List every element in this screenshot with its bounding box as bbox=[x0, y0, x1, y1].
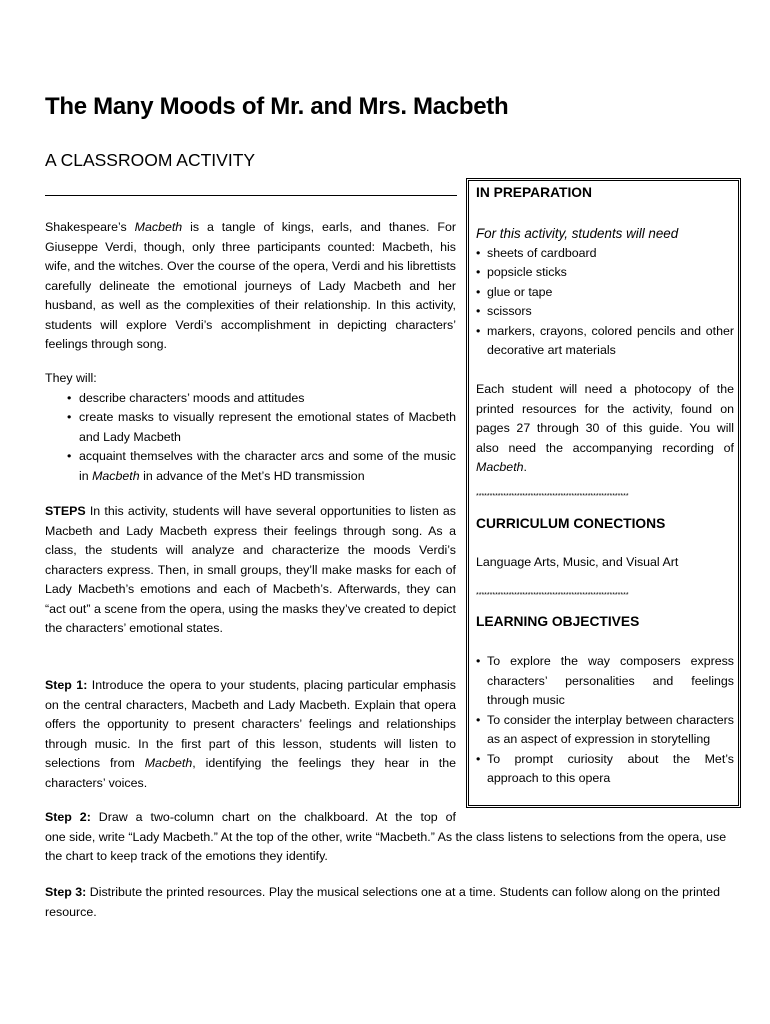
list-item: • acquaint themselves with the character arcs and some of the music in Macbeth in advance of the Met’s HD transmission bbox=[67, 447, 456, 486]
list-item: • To consider the interplay between characters as an aspect of expression in storytelling bbox=[476, 711, 734, 750]
list-item: • sheets of cardboard bbox=[476, 244, 734, 264]
steps-paragraph: STEPS In this activity, students will have several opportunities to listen as Macbeth and Lady Macbeth express their feelings through song. As a class, the students will analyze and characterize the moods Verdi’s characters express. Then, in small groups, they’ll make masks for each of Lady Macbeth’s emotions and each of Macbeth’s. Afterwards, they can “act out” a scene from the opera, using the masks they’ve created to depict the characters’ emotional states. bbox=[45, 504, 456, 635]
page-title: The Many Moods of Mr. and Mrs. Macbeth bbox=[45, 93, 509, 120]
list-item: • popsicle sticks bbox=[476, 263, 734, 283]
list-item: • scissors bbox=[476, 302, 734, 322]
objectives-list bbox=[45, 369, 456, 486]
list-item: • To prompt curiosity about the Met’s approach to this opera bbox=[476, 750, 734, 789]
step3-paragraph: Step 3: Distribute the printed resources. Play the musical selections one at a time. Students can follow along on the printed resource. bbox=[45, 885, 720, 919]
separator: ******************************************************** bbox=[476, 493, 629, 500]
page-subtitle: A CLASSROOM ACTIVITY bbox=[45, 150, 256, 170]
list-item: • glue or tape bbox=[476, 283, 734, 303]
step1-paragraph: Step 1: Introduce the opera to your students, placing particular emphasis on the central characters, Macbeth and Lady Macbeth. Explain that opera offers the opportunity to present characters’ feelings and relationships through music. In the first part of this lesson, students will listen to selections from Macbeth, identifying the feelings they hear in the characters’ voices. bbox=[45, 678, 456, 790]
list-item: • To explore the way composers express characters’ personalities and feelings through music bbox=[476, 652, 734, 711]
learning-objectives-heading: LEARNING OBJECTIVES bbox=[476, 614, 640, 629]
list-item: • describe characters’ moods and attitudes bbox=[67, 389, 456, 409]
they-will-heading: They will: bbox=[45, 371, 97, 385]
needs-section bbox=[476, 224, 734, 361]
learning-objectives-list bbox=[476, 652, 734, 789]
in-preparation-heading: IN PREPARATION bbox=[476, 185, 592, 200]
curriculum-text: Language Arts, Music, and Visual Art bbox=[476, 555, 679, 569]
curriculum-heading: CURRICULUM CONECTIONS bbox=[476, 516, 666, 531]
photocopy-paragraph: Each student will need a photocopy of the printed resources for the activity, found on pages 27 through 30 of this guide. You will also need the accompanying recording of Macbeth. bbox=[476, 382, 734, 474]
intro-paragraph: Shakespeare’s Macbeth is a tangle of kings, earls, and thanes. For Giuseppe Verdi, though, only three participants counted: Macbeth, his wife, and the witches. Over the course of the opera, Verdi and his librettists carefully delineate the emotional journeys of Lady Macbeth and her husband, as well as the complexities of their relationship. In this activity, students will explore Verdi’s accomplishment in depicting characters’ feelings through song. bbox=[45, 220, 456, 351]
divider bbox=[45, 195, 457, 196]
list-item: • markers, crayons, colored pencils and other decorative art materials bbox=[476, 322, 734, 361]
needs-heading: For this activity, students will need bbox=[476, 226, 679, 241]
step2-paragraph: Step 2: Draw a two-column chart on the chalkboard. At the top of one side, write “Lady Macbeth.” At the top of the other, write “Macbeth.” As the class listens to selections from the opera, use the chart to keep track of the emotions they identify. bbox=[45, 810, 727, 863]
separator: ******************************************************** bbox=[476, 592, 629, 599]
list-item: • create masks to visually represent the emotional states of Macbeth and Lady Macbeth bbox=[67, 408, 456, 447]
